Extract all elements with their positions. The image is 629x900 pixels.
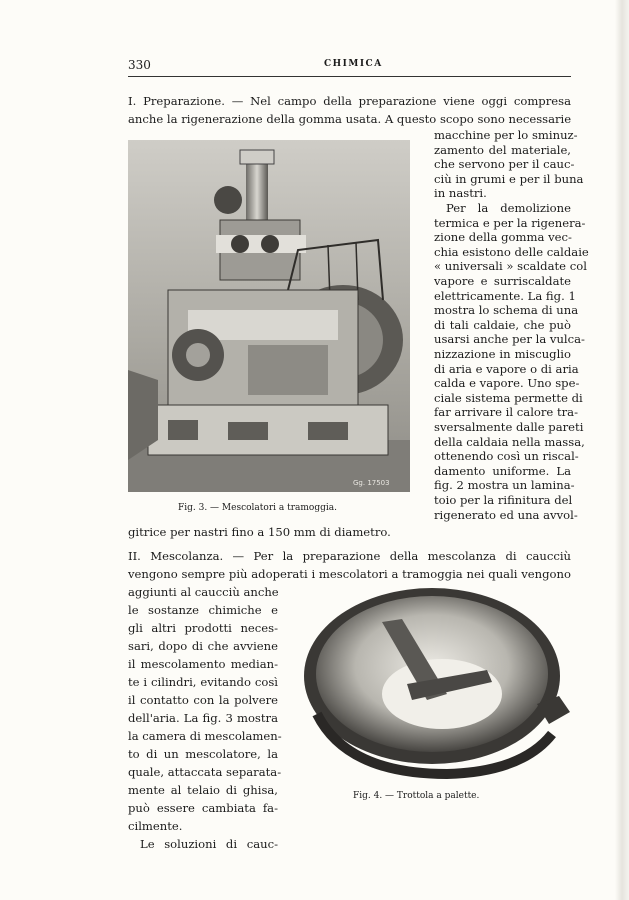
side-line: Per la demolizione [446, 201, 571, 215]
para1-end-line: gitrice per nastri fino a 150 mm di diametro. [128, 525, 391, 539]
side-line: zamento del materiale, [434, 142, 571, 157]
side-line: « universali » scaldate col [434, 259, 587, 274]
left-line: dell'aria. La fig. 3 mostra [128, 711, 278, 725]
figure-3-caption: Fig. 3. — Mescolatori a tramoggia. [178, 503, 337, 513]
left-line: aggiunti al caucciù anche [128, 585, 279, 599]
side-line: toio per la rifinitura del [434, 493, 573, 507]
side-line: elettricamente. La fig. 1 [434, 288, 576, 303]
side-line: nizzazione in miscuglio [434, 347, 571, 361]
side-line: zione della gomma vec- [434, 230, 572, 245]
side-line: di aria e vapore o di aria [434, 361, 579, 376]
page-header [128, 58, 571, 77]
left-line: to di un mescolatore, la [128, 747, 278, 761]
side-line: ciù in grumi e per il buna [434, 171, 584, 186]
photo-stamp: Gg. 17503 [353, 479, 390, 487]
para1-line-1: I. Preparazione. — Nel campo della preparazione viene oggi compresa [128, 94, 571, 108]
side-line: macchine per lo sminuz- [434, 128, 578, 142]
page-number: 330 [128, 58, 151, 72]
left-line: mente al telaio di ghisa, [128, 783, 278, 797]
left-line: cilmente. [128, 819, 183, 833]
side-line: che servono per il cauc- [434, 157, 575, 172]
side-line: chia esistono delle caldaie [434, 244, 589, 259]
figure-4-photo [287, 584, 570, 780]
left-line: te i cilindri, evitando così [128, 675, 278, 689]
left-line: la camera di mescolamen- [128, 729, 282, 743]
side-line: in nastri. [434, 186, 487, 201]
mixer-machine-illustration [128, 140, 410, 492]
running-title: CHIMICA [324, 59, 383, 69]
side-line: della caldaia nella massa, [434, 434, 585, 449]
left-line: sari, dopo di che avviene [128, 639, 278, 653]
left-line: può essere cambiata fa- [128, 801, 278, 815]
side-line: calda e vapore. Uno spe- [434, 376, 580, 391]
side-line: vapore e surriscaldate [434, 274, 571, 288]
para2-line-2: vengono sempre più adoperati i mescolatori a tramoggia nei quali vengono [128, 567, 571, 581]
side-line: mostra lo schema di una [434, 303, 579, 318]
side-line: di tali caldaie, che può [434, 317, 571, 332]
left-line: quale, attaccata separata- [128, 765, 282, 779]
side-line: damento uniforme. La [434, 463, 571, 478]
side-line: termica e per la rigenera- [434, 215, 586, 230]
page-edge-shadow [615, 0, 629, 900]
figure-4-caption: Fig. 4. — Trottola a palette. [353, 791, 480, 801]
side-line: fig. 2 mostra un lamina- [434, 478, 575, 493]
left-line: le sostanze chimiche e [128, 603, 278, 617]
paddle-bowl-illustration [287, 584, 570, 780]
para1-line-2: anche la rigenerazione della gomma usata. A questo scopo sono necessarie [128, 112, 572, 126]
left-line: il contatto con la polvere [128, 693, 278, 707]
side-line: rigenerato ed una avvol- [434, 507, 578, 522]
figure-3-photo [128, 140, 410, 492]
left-line: gli altri prodotti neces- [128, 621, 278, 635]
left-line: Le soluzioni di cauc- [140, 837, 278, 851]
side-line: usarsi anche per la vulca- [434, 332, 585, 347]
side-line: sversalmente dalle pareti [434, 420, 584, 434]
side-line: ottenendo così un riscal- [434, 449, 579, 464]
side-line: far arrivare il calore tra- [434, 405, 578, 420]
side-line: ciale sistema permette di [434, 390, 583, 405]
left-line: il mescolamento median- [128, 657, 278, 671]
para2-line-1: II. Mescolanza. — Per la preparazione della mescolanza di caucciù [128, 549, 571, 563]
